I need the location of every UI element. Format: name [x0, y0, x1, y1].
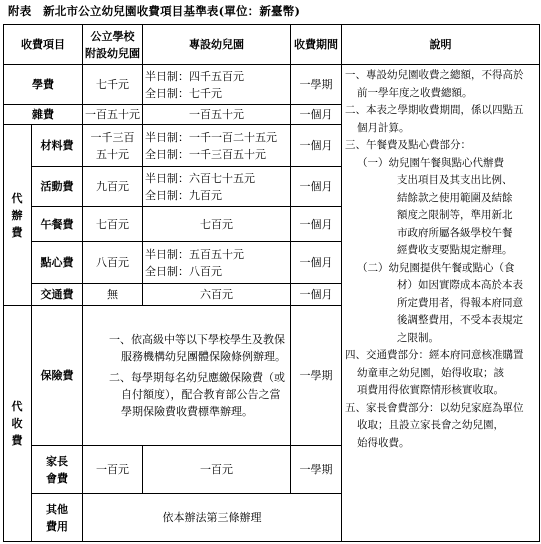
tuition-ded-half: 半日制：四千五百元 — [145, 69, 244, 83]
activity-period: 一個月 — [291, 167, 342, 207]
header-item: 收費項目 — [4, 25, 83, 65]
snack-ded-half: 半日制：五百五十元 — [145, 247, 244, 261]
misc-dedicated: 一百五十元 — [143, 105, 291, 125]
header-notes: 說明 — [342, 25, 540, 65]
parents-label-line1: 家長 — [46, 454, 68, 468]
insurance-desc-1: 一、依高級中等以下學校學生及教保服務機構幼兒團體保險條例辦理。 — [109, 333, 286, 363]
header-school-line1: 公立學校 — [90, 29, 135, 43]
transport-dedicated: 六百元 — [143, 284, 291, 306]
lunch-label: 午餐費 — [32, 207, 83, 242]
note-1-line1: 一、專設幼兒園收費之總額，不得高於 — [345, 69, 524, 81]
note-3b-line2: 材）如因實際成本高於本表 — [397, 279, 523, 291]
snack-label: 點心費 — [32, 242, 83, 284]
group-daishou-char3: 費 — [11, 434, 24, 447]
note-4-line1: 四、交通費部分：經本府同意核准購置 — [345, 349, 524, 361]
group-daishou-char1: 代 — [11, 400, 24, 413]
fee-standard-table — [3, 24, 540, 542]
transport-label: 交通費 — [32, 284, 83, 306]
material-ded-full: 全日制：一千三百五十元 — [145, 147, 266, 161]
note-1-line2: 前一學年度之收費總額。 — [357, 86, 473, 99]
other-label-line1: 其他 — [46, 502, 68, 516]
parents-dedicated: 一百元 — [143, 446, 291, 494]
note-3: 三、午餐費及點心費部分： — [345, 139, 471, 151]
header-row — [4, 25, 540, 65]
activity-school: 九百元 — [83, 167, 143, 207]
material-label: 材料費 — [32, 125, 83, 167]
note-3a-line1: （一）幼兒園午餐與點心代辦費 — [357, 156, 504, 169]
transport-school: 無 — [83, 284, 143, 306]
note-3a-line5: 市政府所屬各級學校午餐 — [397, 226, 513, 239]
snack-school: 八百元 — [83, 242, 143, 284]
other-description: 依本辦法第三條辦理 — [83, 494, 342, 542]
group-daiban-char1: 代 — [11, 191, 24, 205]
material-ded-half: 半日制：一千一百二十五元 — [145, 130, 277, 144]
note-5-line2: 收取；且設立家長會之幼兒園， — [357, 419, 504, 431]
group-daishou-char2: 收 — [11, 417, 24, 430]
note-3a-line6: 經費收支要點規定辦理。 — [397, 244, 513, 256]
parents-school: 一百元 — [83, 446, 143, 494]
header-school — [83, 25, 143, 65]
tuition-dedicated — [143, 65, 291, 105]
notes-cell — [342, 65, 540, 542]
note-4-line3: 項費用得依實際情形核實收取。 — [357, 384, 504, 396]
note-2-line2: 個月計算。 — [357, 121, 410, 134]
insurance-description — [83, 306, 291, 446]
parents-label-line2: 會費 — [46, 471, 68, 485]
note-3b-line1: （二）幼兒園提供午餐或點心（食 — [357, 261, 515, 274]
snack-dedicated — [143, 242, 291, 284]
note-5-line3: 始得收費。 — [357, 436, 410, 449]
tuition-period: 一學期 — [291, 65, 342, 105]
insurance-label: 保險費 — [32, 306, 83, 446]
misc-school: 一百五十元 — [83, 105, 143, 125]
note-5-line1: 五、家長會費部分：以幼兒家庭為單位 — [345, 401, 524, 414]
activity-ded-full: 全日制：九百元 — [145, 188, 222, 202]
table-title: 附表 新北市公立幼兒園收費項目基準表(單位：新臺幣) — [8, 4, 301, 18]
other-label — [32, 494, 83, 542]
note-3a-line2: 支出項目及其支出比例、 — [397, 174, 513, 186]
header-school-line2: 附設幼兒園 — [85, 46, 140, 60]
material-period: 一個月 — [291, 125, 342, 167]
header-period: 收費期間 — [291, 25, 342, 65]
snack-ded-full: 全日制：八百元 — [145, 264, 222, 278]
misc-label: 雜費 — [4, 105, 83, 125]
group-daishou — [4, 306, 32, 542]
parents-label — [32, 446, 83, 494]
row-tuition — [4, 65, 540, 105]
note-3a-line3: 結餘款之使用範圍及結餘 — [397, 191, 513, 204]
group-daiban — [4, 125, 32, 306]
lunch-dedicated: 七百元 — [143, 207, 291, 242]
parents-period: 一學期 — [291, 446, 342, 494]
material-school — [83, 125, 143, 167]
note-3b-line4: 後調整費用，不受本表規定 — [397, 314, 523, 326]
note-3a-line4: 額度之限制等，準用新北 — [397, 209, 513, 221]
group-daiban-char3: 費 — [11, 225, 24, 239]
activity-label: 活動費 — [32, 167, 83, 207]
note-3b-line3: 所定費用者，得報本府同意 — [397, 296, 523, 309]
transport-period: 一個月 — [291, 284, 342, 306]
material-school-line1: 一千三百 — [90, 130, 135, 144]
tuition-school: 七千元 — [83, 65, 143, 105]
lunch-period: 一個月 — [291, 207, 342, 242]
activity-ded-half: 半日制：六百七十五元 — [145, 171, 255, 185]
insurance-desc-2: 二、每學期每名幼兒應繳保險費（或自付額度），配合教育部公告之當學期保險費收費標準辦理。 — [109, 371, 285, 418]
note-2-line1: 二、本表之學期收費期間，係以四點五 — [345, 104, 524, 116]
tuition-ded-full: 全日制：七千元 — [145, 86, 222, 100]
header-dedicated: 專設幼兒園 — [143, 25, 291, 65]
material-school-line2: 五十元 — [96, 147, 129, 161]
group-daiban-char2: 辦 — [11, 208, 24, 222]
other-label-line2: 費用 — [46, 519, 68, 533]
lunch-school: 七百元 — [83, 207, 143, 242]
material-dedicated — [143, 125, 291, 167]
note-3b-line5: 之限制。 — [397, 331, 439, 344]
note-4-line2: 幼童車之幼兒園，始得收取；該 — [357, 366, 504, 379]
tuition-label: 學費 — [4, 65, 83, 105]
misc-period: 一個月 — [291, 105, 342, 125]
snack-period: 一個月 — [291, 242, 342, 284]
insurance-period: 一學期 — [291, 306, 342, 446]
activity-dedicated — [143, 167, 291, 207]
